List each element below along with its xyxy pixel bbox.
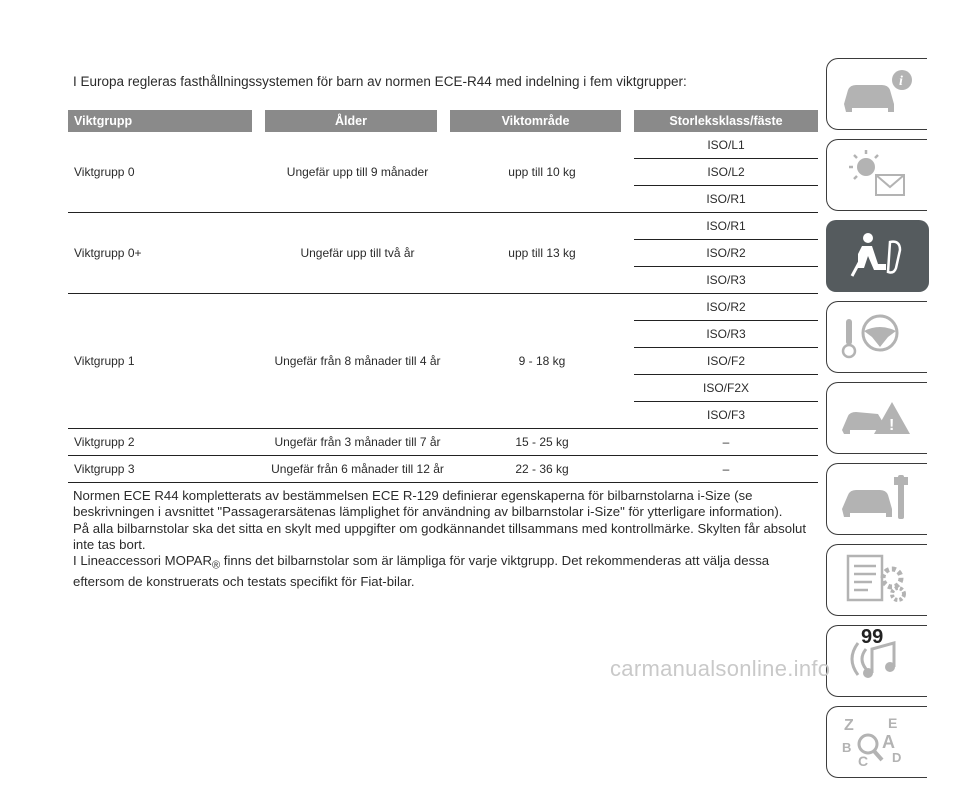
group-name: Viktgrupp 0 bbox=[74, 165, 135, 179]
size-class: ISO/F2 bbox=[634, 348, 818, 375]
group-weight: 22 - 36 kg bbox=[515, 462, 569, 476]
size-class-list bbox=[634, 429, 818, 455]
tab-car-info[interactable] bbox=[826, 58, 930, 130]
index-letter: B bbox=[842, 740, 852, 755]
header-weight-range: Viktområde bbox=[450, 110, 621, 132]
size-class: ISO/R2 bbox=[634, 294, 818, 321]
warning-lights-icon bbox=[838, 147, 918, 201]
tab-index[interactable] bbox=[826, 706, 930, 778]
registered-mark: ® bbox=[212, 559, 221, 572]
index-icon bbox=[838, 714, 918, 768]
size-class: ISO/R1 bbox=[706, 192, 746, 206]
group-weight: 15 - 25 kg bbox=[515, 435, 569, 449]
intro-text: I Europa regleras fasthållningssystemen för barn av normen ECE-R44 med indelning i fem viktgrupper: bbox=[73, 74, 687, 89]
paragraph-mopar bbox=[73, 553, 813, 590]
car-maintenance-icon bbox=[838, 471, 918, 525]
group-weight: upp till 10 kg bbox=[508, 165, 576, 179]
size-class: ISO/F2X bbox=[634, 375, 818, 402]
table-row bbox=[68, 213, 818, 294]
group-age: Ungefär från 3 månader till 7 år bbox=[274, 435, 441, 449]
car-info-icon bbox=[838, 66, 918, 120]
group-age: Ungefär upp till två år bbox=[300, 246, 415, 260]
technical-data-icon bbox=[838, 552, 918, 606]
mopar-text-end: finns det bilbarnstolar som är lämpliga för varje viktgrupp. Det rekommenderas att välja dessa eftersom de konstruerats och testats specifikt för Fiat-bilar. bbox=[73, 553, 770, 590]
group-age: Ungefär upp till 9 månader bbox=[286, 165, 429, 179]
header-size-class: Storleksklass/fäste bbox=[634, 110, 818, 132]
table-header bbox=[68, 110, 818, 132]
group-name: Viktgrupp 1 bbox=[74, 354, 135, 368]
index-letter: Z bbox=[844, 717, 854, 734]
table-row bbox=[68, 429, 818, 456]
page-number: 99 bbox=[861, 626, 884, 648]
paragraph-approval-label: På alla bilbarnstolar ska det sitta en skylt med uppgifter om godkännandet tillsammans med kontrollmärke. Skylten får absolut inte tas bort. bbox=[73, 520, 807, 552]
size-class: ISO/F3 bbox=[706, 408, 745, 422]
index-letter: A bbox=[882, 732, 895, 752]
group-weight: upp till 13 kg bbox=[508, 246, 576, 260]
svg-text:!: ! bbox=[889, 417, 895, 434]
steering-wheel-key-icon bbox=[838, 309, 918, 363]
tab-child-safety[interactable] bbox=[826, 220, 930, 292]
size-class: – bbox=[722, 462, 730, 476]
table-row bbox=[68, 132, 818, 213]
child-seat-safety-icon bbox=[838, 228, 918, 282]
group-name: Viktgrupp 3 bbox=[74, 462, 135, 476]
group-name: Viktgrupp 2 bbox=[74, 435, 135, 449]
paragraph-ece-r129: Normen ECE R44 kompletterats av bestämmelsen ECE R-129 definierar egenskaperna för bilbarnstolarna i-Size (se beskrivningen i avsnittet "Passagerarsätenas lämplighet för användning av bilbarnstolar i-Size" för ytterligare information). bbox=[73, 488, 783, 520]
group-age: Ungefär från 6 månader till 12 år bbox=[271, 462, 444, 476]
watermark: carmanualsonline.info bbox=[610, 656, 831, 681]
tab-maintenance[interactable] bbox=[826, 463, 930, 535]
group-age: Ungefär från 8 månader till 4 år bbox=[274, 354, 441, 368]
size-class: ISO/R2 bbox=[634, 240, 818, 267]
size-class-list bbox=[634, 132, 818, 212]
size-class: ISO/L2 bbox=[634, 159, 818, 186]
body-text bbox=[73, 488, 813, 590]
index-letter: C bbox=[858, 753, 869, 768]
size-class: ISO/R3 bbox=[634, 321, 818, 348]
size-class-list bbox=[634, 456, 818, 482]
size-class: ISO/L1 bbox=[634, 132, 818, 159]
tab-warning-lights[interactable] bbox=[826, 139, 930, 211]
weight-group-table bbox=[68, 110, 818, 483]
tab-starting-driving[interactable] bbox=[826, 301, 930, 373]
size-class: ISO/R1 bbox=[634, 213, 818, 240]
size-class-list bbox=[634, 213, 818, 293]
header-weight-group: Viktgrupp bbox=[68, 110, 252, 132]
tab-technical-data[interactable] bbox=[826, 544, 930, 616]
svg-text:i: i bbox=[899, 74, 903, 89]
table-row bbox=[68, 294, 818, 429]
group-name: Viktgrupp 0+ bbox=[74, 246, 142, 260]
mopar-text-start: I Lineaccessori MOPAR bbox=[73, 553, 213, 569]
table-row bbox=[68, 456, 818, 483]
size-class: ISO/R3 bbox=[706, 273, 746, 287]
car-emergency-icon bbox=[838, 390, 918, 444]
index-letter: E bbox=[888, 715, 898, 731]
header-age: Ålder bbox=[265, 110, 437, 132]
size-class-list bbox=[634, 294, 818, 428]
size-class: – bbox=[722, 435, 730, 449]
tab-emergency[interactable] bbox=[826, 382, 930, 454]
chapter-tabs bbox=[826, 58, 930, 787]
group-weight: 9 - 18 kg bbox=[518, 354, 566, 368]
index-letter: D bbox=[892, 750, 902, 765]
